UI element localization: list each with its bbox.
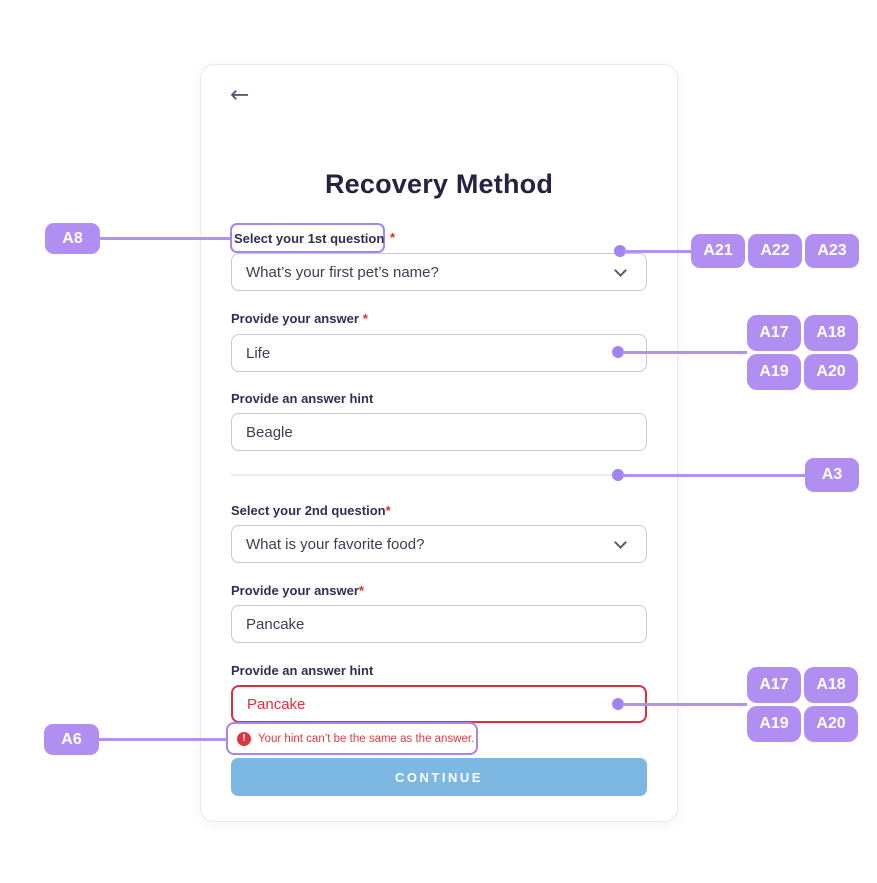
answer1-input[interactable] xyxy=(231,334,647,372)
answer2-label-row xyxy=(231,583,364,598)
annotation-line-a8 xyxy=(100,237,230,240)
annotation-badge-a19: A19 xyxy=(747,706,801,742)
annotation-badge-a18: A18 xyxy=(804,667,858,703)
hint1-input[interactable] xyxy=(231,413,647,451)
question2-label-row xyxy=(231,503,391,518)
chevron-down-icon xyxy=(614,536,627,549)
annotation-badge-a8: A8 xyxy=(45,223,100,254)
annotation-badge-a23: A23 xyxy=(805,234,859,268)
answer2-required-asterisk: * xyxy=(358,583,364,598)
hint2-value: Pancake xyxy=(247,695,306,713)
sparkle-icon: ✦ xyxy=(797,697,809,713)
continue-button[interactable]: CONTINUE xyxy=(231,758,647,796)
question2-selected-value: What is your favorite food? xyxy=(246,535,425,553)
question1-select[interactable] xyxy=(231,253,647,291)
annotation-badge-a17: A17 xyxy=(747,667,801,703)
answer2-label: Provide your answer xyxy=(231,583,359,598)
question1-selected-value: What’s your first pet’s name? xyxy=(246,263,439,281)
annotation-badge-a21: A21 xyxy=(691,234,745,268)
annotation-line-a3 xyxy=(622,474,805,477)
page-title: Recovery Method xyxy=(324,169,554,199)
error-message-highlight-box xyxy=(226,722,478,755)
sparkle-icon: ✦ xyxy=(797,345,809,361)
annotation-badge-a20: A20 xyxy=(804,354,858,390)
question1-required-asterisk: * xyxy=(390,230,396,245)
hint1-label: Provide an answer hint xyxy=(231,391,374,406)
annotation-badge-a18: A18 xyxy=(804,315,858,351)
hint2-label: Provide an answer hint xyxy=(231,663,374,678)
back-arrow-icon[interactable]: ← xyxy=(230,82,250,108)
annotation-badge-a20: A20 xyxy=(804,706,858,742)
annotation-badge-a19: A19 xyxy=(747,354,801,390)
annotation-badge-a3: A3 xyxy=(805,458,859,492)
annotation-badge-a22: A22 xyxy=(748,234,802,268)
question2-required-asterisk: * xyxy=(385,503,391,518)
answer1-value: Life xyxy=(246,344,271,362)
hint2-input-error[interactable] xyxy=(231,685,647,723)
error-message: Your hint can’t be the same as the answer. xyxy=(258,732,475,745)
annotation-badge-a17: A17 xyxy=(747,315,801,351)
answer1-label: Provide your answer xyxy=(231,311,359,326)
annotation-line-a21 xyxy=(624,250,691,253)
annotation-line-cluster2 xyxy=(622,703,747,706)
answer2-input[interactable] xyxy=(231,605,647,643)
answer1-label-row xyxy=(231,311,368,326)
question2-select[interactable] xyxy=(231,525,647,563)
question2-label: Select your 2nd question xyxy=(231,503,386,518)
annotation-line-a6 xyxy=(99,738,226,741)
section-divider xyxy=(231,474,613,476)
question1-label-highlight-box xyxy=(230,223,385,253)
annotation-badge-a6: A6 xyxy=(44,724,99,755)
question1-label: Select your 1st question xyxy=(234,230,385,246)
hint1-value: Beagle xyxy=(246,423,293,441)
answer1-required-asterisk: * xyxy=(362,311,368,326)
answer2-value: Pancake xyxy=(246,615,305,633)
chevron-down-icon xyxy=(614,264,627,277)
alert-icon: ! xyxy=(237,732,251,746)
annotation-line-cluster1 xyxy=(622,351,747,354)
